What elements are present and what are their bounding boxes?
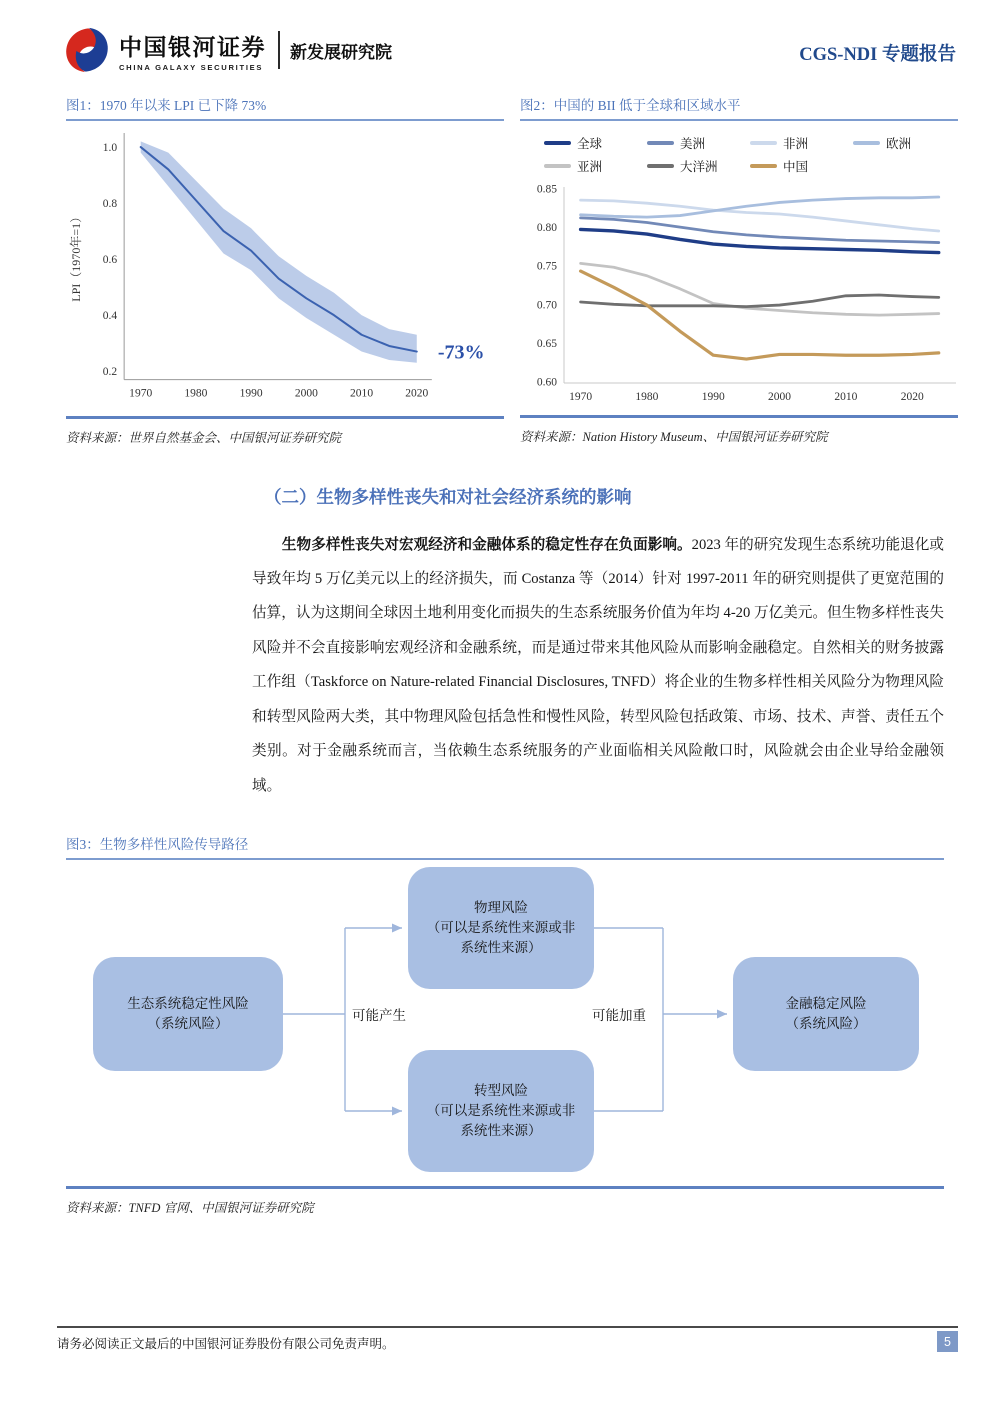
box-line: 系统性来源） bbox=[460, 939, 542, 955]
svg-text:2000: 2000 bbox=[768, 391, 792, 403]
box-line: 生态系统稳定性风险 bbox=[127, 995, 249, 1011]
legend-item bbox=[544, 157, 647, 175]
brand-name-cn: 中国银河证券 bbox=[119, 33, 266, 60]
galaxy-logo-icon bbox=[64, 27, 110, 73]
brand-department: 新发展研究院 bbox=[290, 42, 392, 62]
svg-text:LPI（1970年=1）: LPI（1970年=1） bbox=[69, 210, 84, 302]
figure-3-title: 图3：生物多样性风险传导路径 bbox=[66, 833, 944, 860]
footer-row bbox=[57, 1334, 958, 1352]
box-line: 系统性来源） bbox=[460, 1122, 542, 1138]
diagram-label-produce: 可能产生 bbox=[352, 1007, 406, 1023]
svg-text:0.2: 0.2 bbox=[102, 366, 118, 379]
svg-text:0.6: 0.6 bbox=[102, 254, 118, 267]
svg-text:0.75: 0.75 bbox=[536, 260, 557, 273]
legend-item bbox=[750, 157, 853, 175]
lpi-line-chart bbox=[66, 121, 504, 414]
legend-label: 中国 bbox=[783, 160, 809, 174]
diagram-box-transition-risk bbox=[408, 1050, 594, 1172]
figures-row bbox=[0, 73, 992, 446]
legend-item bbox=[647, 157, 750, 175]
svg-text:2010: 2010 bbox=[350, 387, 374, 400]
legend-item bbox=[544, 134, 647, 152]
diagram-box-financial-stability-risk bbox=[733, 957, 919, 1071]
figure-1-title: 图1：1970 年以来 LPI 已下降 73% bbox=[66, 94, 504, 121]
legend-label: 非洲 bbox=[783, 137, 809, 151]
diagram-label-aggravate: 可能加重 bbox=[592, 1007, 646, 1023]
diagram-box-ecosystem-risk bbox=[93, 957, 283, 1071]
section-heading: （二）生物多样性丧失和对社会经济系统的影响 bbox=[264, 486, 632, 507]
legend-swatch bbox=[750, 141, 777, 145]
box-line: 金融稳定风险 bbox=[785, 995, 867, 1011]
figure-3 bbox=[66, 833, 944, 1216]
brand-text bbox=[119, 29, 266, 72]
disclaimer-text: 请务必阅读正文最后的中国银河证券股份有限公司免责声明。 bbox=[57, 1337, 395, 1351]
figure-2-legend bbox=[520, 121, 958, 179]
box-line: 物理风险 bbox=[474, 899, 528, 915]
report-series-title: CGS-NDI 专题报告 bbox=[799, 45, 956, 65]
svg-text:2000: 2000 bbox=[294, 387, 318, 400]
legend-label: 欧洲 bbox=[886, 137, 912, 151]
svg-text:2020: 2020 bbox=[405, 387, 429, 400]
figure-2-bottom-rule bbox=[520, 415, 958, 418]
svg-text:0.60: 0.60 bbox=[536, 376, 557, 389]
legend-swatch bbox=[647, 164, 674, 168]
svg-text:0.70: 0.70 bbox=[536, 299, 557, 312]
box-line: （可以是系统性来源或非 bbox=[426, 1102, 576, 1118]
legend-swatch bbox=[853, 141, 880, 145]
box-line: 转型风险 bbox=[474, 1082, 528, 1098]
page-number: 5 bbox=[937, 1331, 958, 1352]
svg-text:1980: 1980 bbox=[184, 387, 208, 400]
brand bbox=[64, 27, 392, 73]
svg-text:0.65: 0.65 bbox=[536, 337, 557, 350]
figure-2-title: 图2：中国的 BII 低于全球和区域水平 bbox=[520, 94, 958, 121]
svg-text:-73%: -73% bbox=[437, 341, 485, 364]
legend-label: 全球 bbox=[577, 137, 603, 151]
legend-label: 亚洲 bbox=[577, 160, 603, 174]
body-paragraph bbox=[252, 528, 944, 803]
figure-1 bbox=[66, 94, 504, 446]
svg-text:2010: 2010 bbox=[834, 391, 858, 403]
figure-2 bbox=[520, 94, 958, 446]
brand-divider bbox=[278, 31, 280, 69]
svg-text:1980: 1980 bbox=[635, 391, 659, 403]
figure-3-source: 资料来源：TNFD 官网、中国银河证券研究院 bbox=[66, 1200, 314, 1215]
box-line: （系统风险） bbox=[147, 1015, 229, 1031]
legend-item bbox=[647, 134, 750, 152]
figure-3-bottom-rule bbox=[66, 1186, 944, 1189]
box-line: （系统风险） bbox=[785, 1015, 867, 1031]
diagram-box-physical-risk bbox=[408, 867, 594, 989]
figure-2-source: 资料来源：Nation History Museum、中国银河证券研究院 bbox=[520, 430, 828, 444]
svg-text:1.0: 1.0 bbox=[102, 142, 118, 155]
svg-text:1970: 1970 bbox=[569, 391, 593, 403]
page-header bbox=[0, 0, 992, 73]
legend-swatch bbox=[544, 141, 571, 145]
footer-rule bbox=[57, 1326, 958, 1328]
box-line: （可以是系统性来源或非 bbox=[426, 919, 576, 935]
legend-swatch bbox=[544, 164, 571, 168]
legend-swatch bbox=[750, 164, 777, 168]
risk-transmission-diagram bbox=[66, 862, 944, 1184]
legend-label: 美洲 bbox=[680, 137, 706, 151]
svg-text:0.4: 0.4 bbox=[102, 310, 118, 323]
legend-swatch bbox=[647, 141, 674, 145]
bii-line-chart bbox=[520, 179, 958, 413]
brand-name-en: CHINA GALAXY SECURITIES bbox=[119, 62, 264, 72]
svg-text:1970: 1970 bbox=[129, 387, 153, 400]
svg-text:1990: 1990 bbox=[701, 391, 725, 403]
legend-item bbox=[750, 134, 853, 152]
paragraph-lead: 生物多样性丧失对宏观经济和金融体系的稳定性存在负面影响。 bbox=[281, 536, 692, 553]
legend-label: 大洋洲 bbox=[680, 160, 718, 174]
figure-1-source: 资料来源：世界自然基金会、中国银河证券研究院 bbox=[66, 430, 342, 445]
svg-text:0.85: 0.85 bbox=[536, 183, 557, 196]
svg-text:0.8: 0.8 bbox=[102, 198, 118, 211]
figure-1-bottom-rule bbox=[66, 416, 504, 419]
svg-text:2020: 2020 bbox=[900, 391, 924, 403]
svg-text:0.80: 0.80 bbox=[536, 222, 557, 235]
paragraph-rest: 2023 年的研究发现生态系统功能退化或导致年均 5 万亿美元以上的经济损失，而 Costanza 等（2014）针对 1997-2011 年的研究则提供了更宽范围的估算，认为这期间全球因土地利用变化而损失的生态系统服务价值为年均 4-20 万亿美元。但生物多样性丧失风险并不会直接影响宏观经济和金融系统，而是通过带来其他风险从而影响金融稳定。自然相关的财务披露工作组（Taskforce on Nature-related Financial Disclosures, TNFD）将企业的生物多样性相关风险分为物理风险和转型风险两大类，其中物理风险包括急性和慢性风险，转型风险包括政策、市场、技术、声誉、责任五个类别。对于金融系统而言，当依赖生态系统服务的产业面临相关风险敞口时，风险就会由企业导给金融领域。 bbox=[252, 536, 944, 794]
legend-item bbox=[853, 134, 956, 152]
page-footer bbox=[57, 1326, 958, 1352]
svg-text:1990: 1990 bbox=[239, 387, 263, 400]
